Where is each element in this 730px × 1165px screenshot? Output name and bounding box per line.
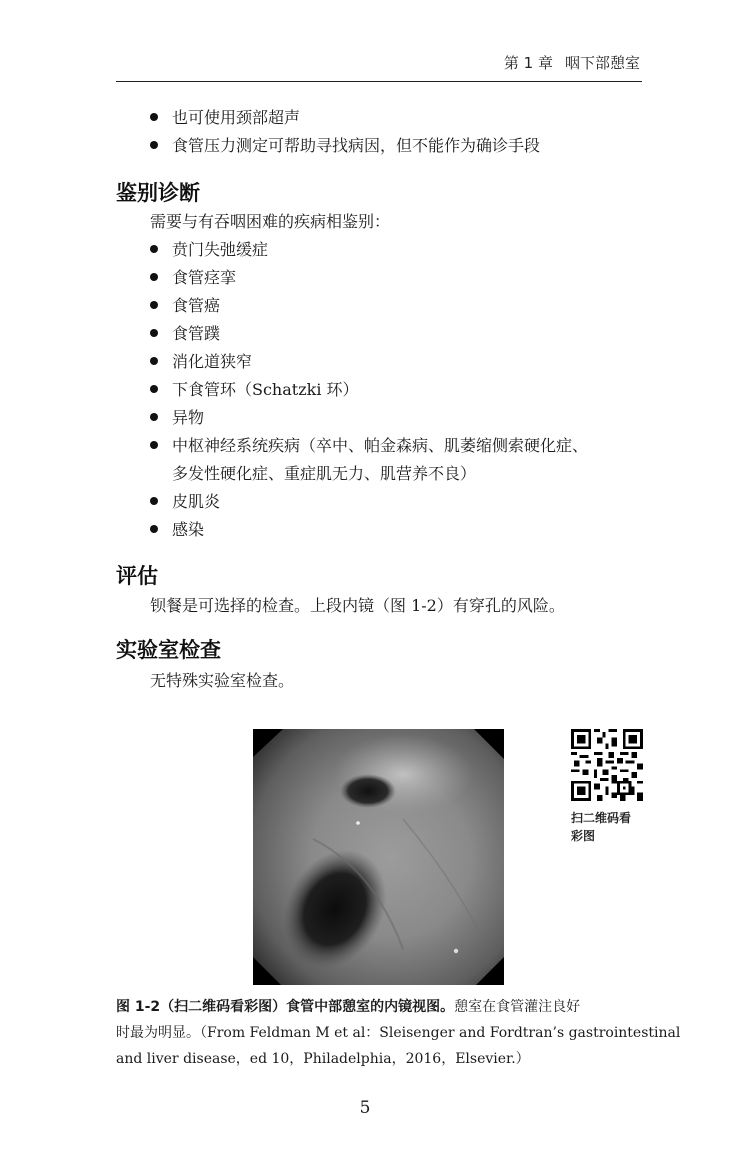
list-item: 也可使用颈部超声 [150,104,300,132]
chapter-title: 咽下部憩室 [564,54,640,72]
bullet-icon [150,245,158,253]
list-item: 异物 [150,404,204,432]
list-item: 食管压力测定可帮助寻找病因，但不能作为确诊手段 [150,132,540,160]
bullet-icon [150,141,158,149]
list-item: 食管蹼 [150,320,220,348]
bullet-icon [150,413,158,421]
list-item-continuation: 多发性硬化症、重症肌无力、肌营养不良） [172,464,477,483]
caption-text: 憩室在食管灌注良好 [454,999,581,1015]
bullet-icon [150,301,158,309]
header-rule [116,81,642,82]
lab-text: 无特殊实验室检查。 [150,671,295,690]
running-header [116,52,640,73]
list-item: 皮肌炎 [150,488,220,516]
chapter-number: 第 1 章 [503,54,553,72]
qr-code-icon [571,729,643,801]
bullet-icon [150,113,158,121]
section-heading-differential: 鉴别诊断 [116,181,200,205]
evaluation-text: 钡餐是可选择的检查。上段内镜（图 1-2）有穿孔的风险。 [150,596,565,615]
section-heading-lab: 实验室检查 [116,638,221,662]
caption-text: 时最为明显。（From Feldman M et al：Sleisenger and Fordtran’s gastrointestinal [116,1025,681,1041]
caption-label: 图 1-2 [116,999,161,1015]
list-item: 感染 [150,516,204,544]
bullet-icon [150,385,158,393]
bullet-icon [150,497,158,505]
bullet-icon [150,357,158,365]
bullet-icon [150,441,158,449]
differential-intro: 需要与有吞咽困难的疾病相鉴别： [150,212,391,231]
bullet-icon [150,329,158,337]
list-item: 食管痉挛 [150,264,236,292]
list-item: 下食管环（Schatzki 环） [150,376,359,404]
qr-code-block [571,729,643,845]
section-heading-evaluation: 评估 [116,564,158,588]
page-number: 5 [359,1098,371,1118]
list-item: 食管癌 [150,292,220,320]
figure-caption [116,994,681,1072]
bullet-icon [150,525,158,533]
bullet-icon [150,273,158,281]
list-item: 消化道狭窄 [150,348,252,376]
qr-label: 扫二维码看 彩图 [571,811,632,843]
list-item: 中枢神经系统疾病（卒中、帕金森病、肌萎缩侧索硬化症、 [150,432,588,460]
endoscopy-image [253,729,504,985]
caption-text: and liver disease，ed 10，Philadelphia，2016，Elsevier.） [116,1051,530,1067]
caption-title: （扫二维码看彩图）食管中部憩室的内镜视图。 [160,999,455,1015]
list-item: 贲门失弛缓症 [150,236,268,264]
